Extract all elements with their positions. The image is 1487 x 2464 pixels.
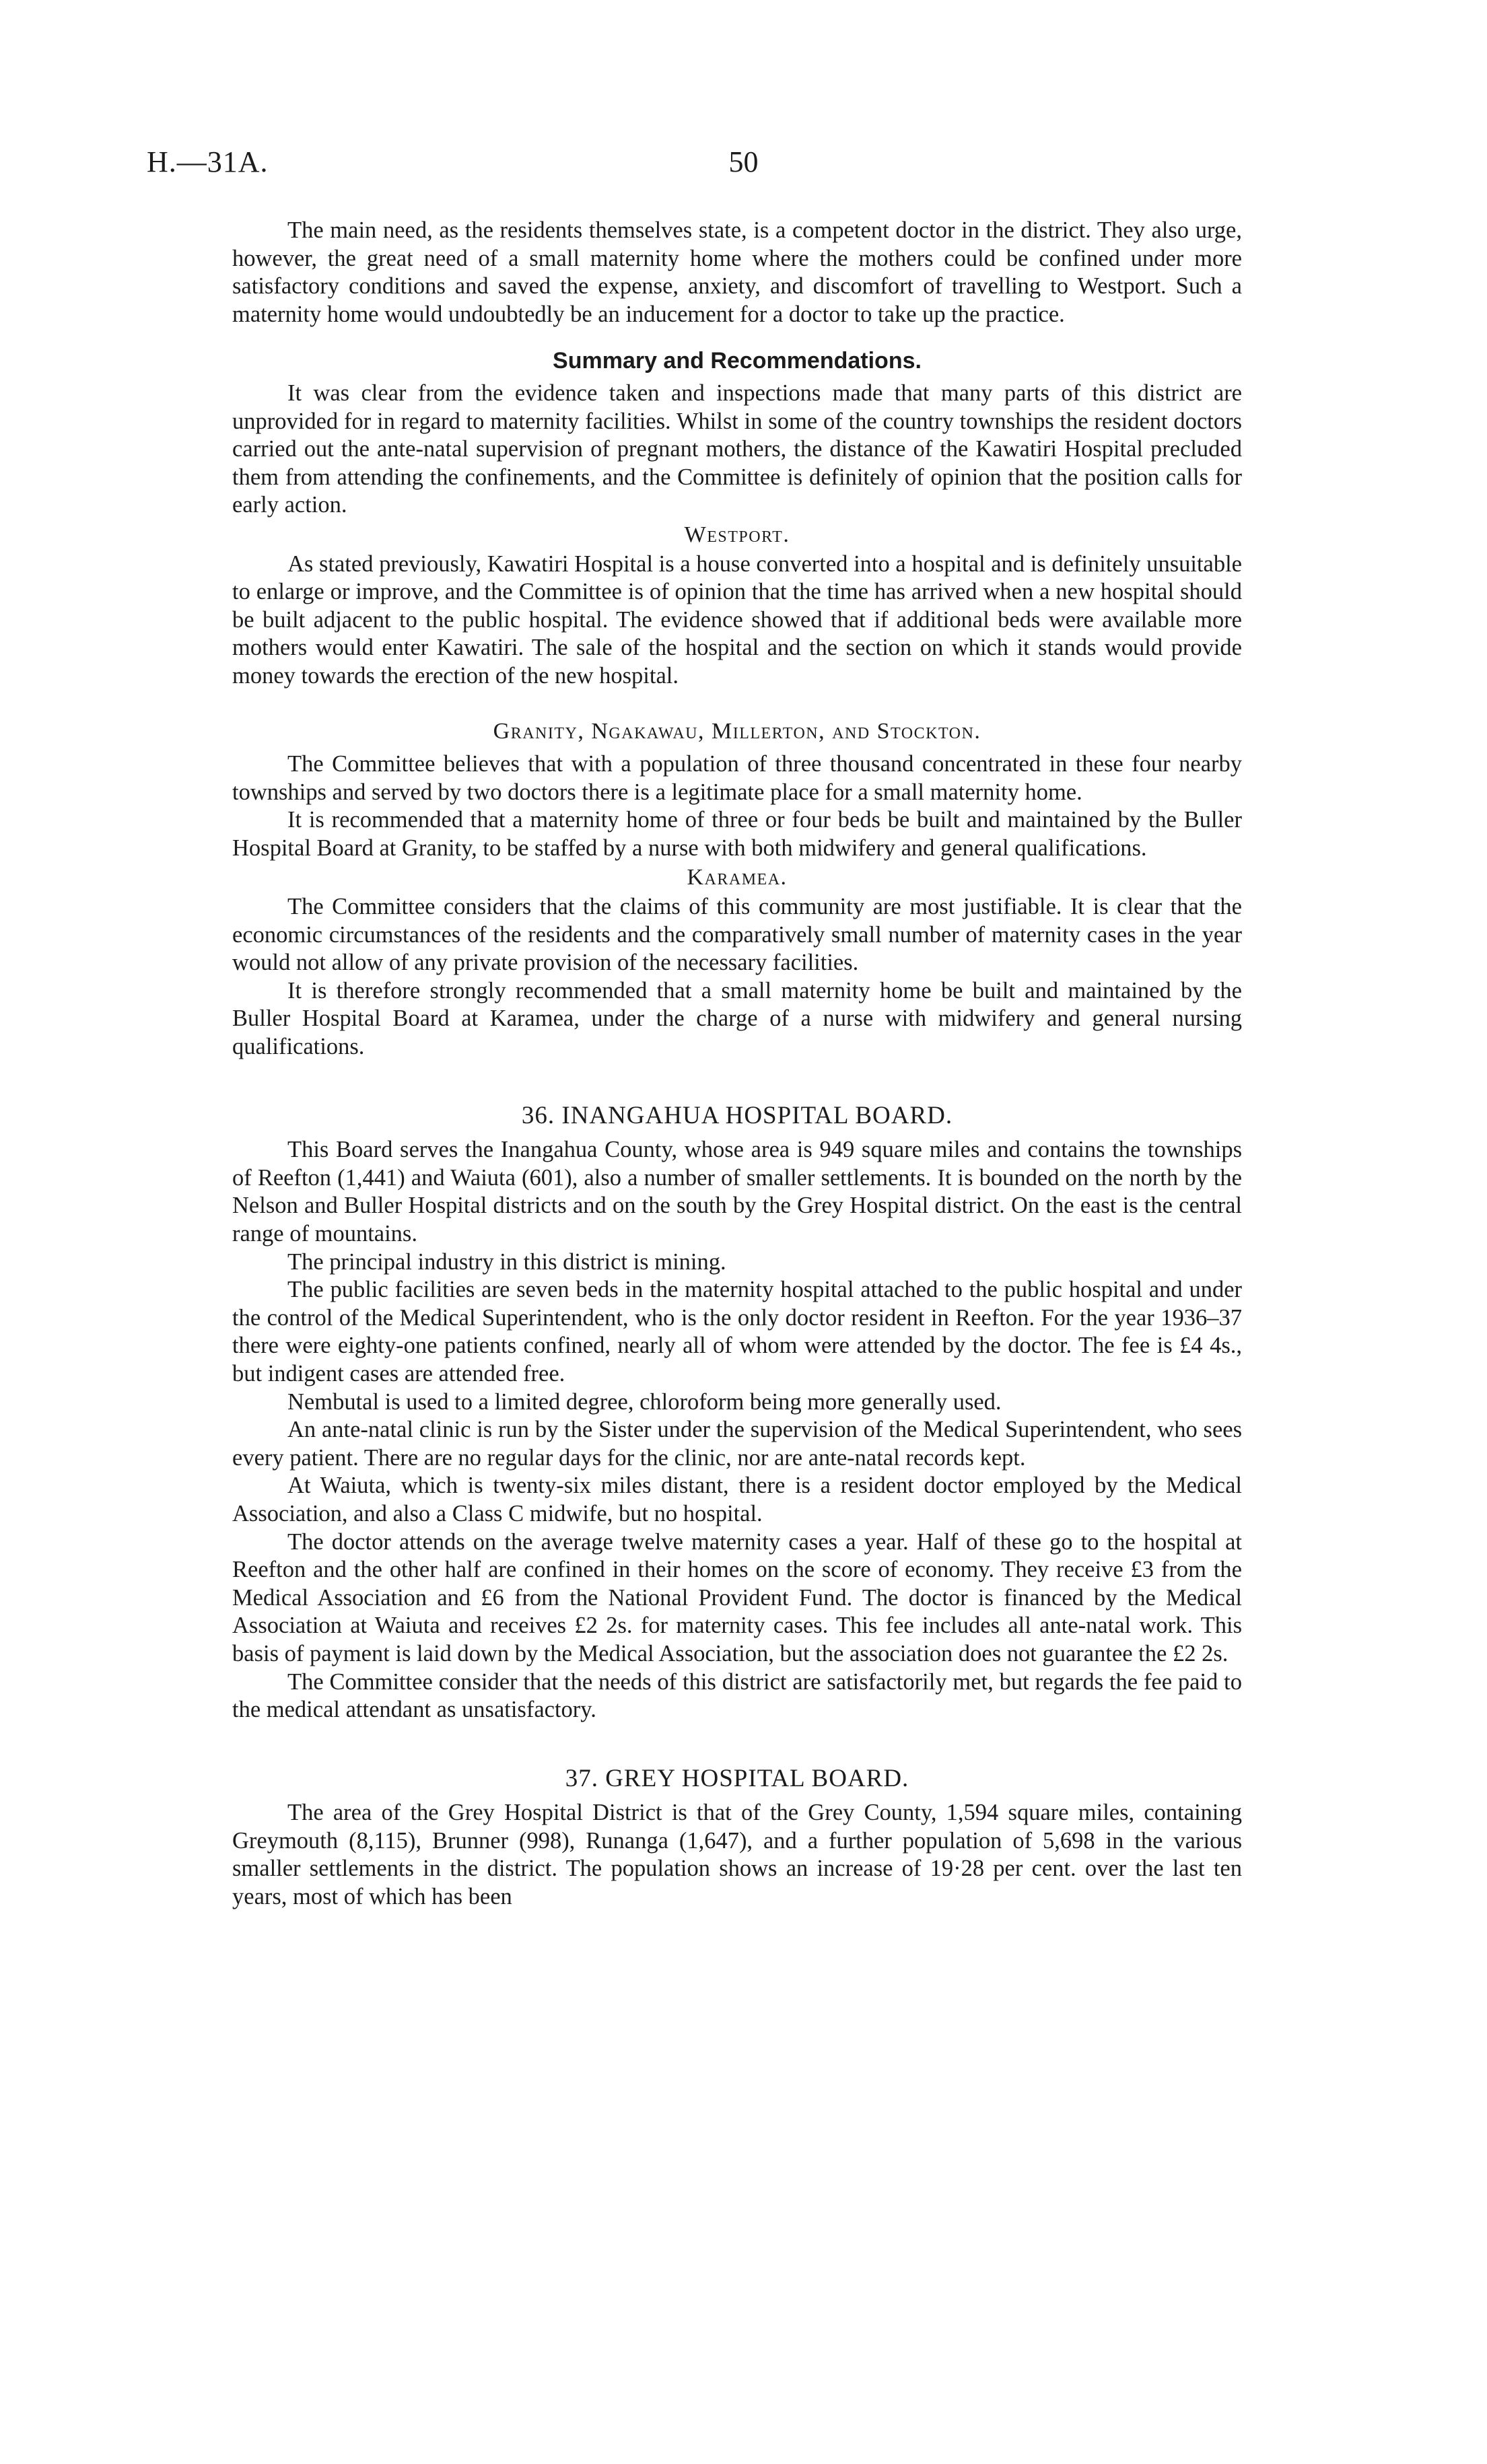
granity-paragraph: The Committee believes that with a population of three thousand concentrated in these four nearby townships and served by two doctors there is a legitimate place for a small maternity home. [232, 751, 1242, 805]
inangahua-paragraph: The Committee consider that the needs of this district are satisfactorily met, but regards the fee paid to the medical attendant as unsatisfactory. [232, 1668, 1242, 1723]
granity-heading: Granity, Ngakawau, Millerton, and Stockton. [493, 718, 981, 744]
inangahua-paragraph: The doctor attends on the average twelve maternity cases a year. Half of these go to the hospital at Reefton and the other half are confined in their homes on the score of economy. They receive £3 from the Medical Association and £6 from the National Provident Fund. The doctor is financed by the Medical Association at Waiuta and receives £2 2s. for maternity cases. This fee includes all ante-natal work. This basis of payment is laid down by the Medical Association, but the association does not guarantee the £2 2s. [232, 1528, 1242, 1666]
summary-paragraph: It was clear from the evidence taken and inspections made that many parts of this district are unprovided for in regard to maternity facilities. Whilst in some of the country townships the resident doctors carried out the ante-natal supervision of pregnant mothers, the distance of the Kawatiri Hospital precluded them from attending the confinements, and the Committee is definitely of opinion that the position calls for early action. [232, 380, 1242, 518]
inangahua-board-heading: 36. INANGAHUA HOSPITAL BOARD. [521, 1101, 953, 1129]
inangahua-paragraph: The principal industry in this district is mining. [287, 1248, 726, 1275]
inangahua-paragraph: An ante-natal clinic is run by the Sister under the supervision of the Medical Superintendent, who sees every patient. There are no regular days for the clinic, nor are ante-natal records kept. [232, 1417, 1242, 1471]
inangahua-paragraph: At Waiuta, which is twenty-six miles distant, there is a resident doctor employed by the Medical Association, and also a Class C midwife, but no hospital. [232, 1473, 1242, 1526]
document-reference: H.—31A. [147, 145, 269, 178]
inangahua-paragraph: Nembutal is used to a limited degree, chloroform being more generally used. [287, 1388, 1002, 1415]
karamea-paragraph: It is therefore strongly recommended that a small maternity home be built and maintained by the Buller Hospital Board at Karamea, under the charge of a nurse with midwifery and general nursing qualifications. [232, 977, 1242, 1060]
karamea-paragraph: The Committee considers that the claims of this community are most justifiable. It is clear that the economic circumstances of the residents and the comparatively small number of maternity cases in the year would not allow of any private provision of the necessary facilities. [232, 894, 1242, 976]
karamea-heading: Karamea. [687, 865, 788, 890]
grey-board-heading: 37. GREY HOSPITAL BOARD. [565, 1764, 909, 1792]
summary-heading: Summary and Recommendations. [553, 348, 922, 374]
body-text [232, 217, 1242, 1911]
inangahua-paragraph: The public facilities are seven beds in the maternity hospital attached to the public hospital and under the control of the Medical Superintendent, who is the only doctor resident in Reefton. For the year 1936–37 there were eighty-one patients confined, nearly all of whom were attended by the doctor. The fee is £4 4s., but indigent cases are attended free. [232, 1277, 1242, 1386]
granity-paragraph: It is recommended that a maternity home of three or four beds be built and maintained by the Buller Hospital Board at Granity, to be staffed by a nurse with both midwifery and general qualifications. [232, 807, 1242, 861]
intro-paragraph: The main need, as the residents themselves state, is a competent doctor in the district. They also urge, however, the great need of a small maternity home where the mothers could be confined under more satisfactory conditions and saved the expense, anxiety, and discomfort of travelling to Westport. Such a maternity home would undoubtedly be an inducement for a doctor to take up the practice. [232, 217, 1242, 327]
westport-paragraph: As stated previously, Kawatiri Hospital is a house converted into a hospital and is definitely unsuitable to enlarge or improve, and the Committee is of opinion that the time has arrived when a new hospital should be built adjacent to the public hospital. The evidence showed that if additional beds were available more mothers would enter Kawatiri. The sale of the hospital and the section on which it stands would provide money towards the erection of the new hospital. [232, 551, 1242, 689]
page-number: 50 [728, 145, 759, 178]
running-header [0, 145, 1487, 185]
grey-paragraph: The area of the Grey Hospital District is that of the Grey County, 1,594 square miles, containing Greymouth (8,115), Brunner (998), Runanga (1,647), and a further population of 5,698 in the various smaller settlements in the district. The population shows an increase of 19·28 per cent. over the last ten years, most of which has been [232, 1800, 1242, 1910]
inangahua-paragraph: This Board serves the Inangahua County, whose area is 949 square miles and contains the townships of Reefton (1,441) and Waiuta (601), also a number of smaller settlements. It is bounded on the north by the Nelson and Buller Hospital districts and on the south by the Grey Hospital district. On the east is the central range of mountains. [232, 1137, 1242, 1246]
westport-heading: Westport. [684, 522, 790, 547]
